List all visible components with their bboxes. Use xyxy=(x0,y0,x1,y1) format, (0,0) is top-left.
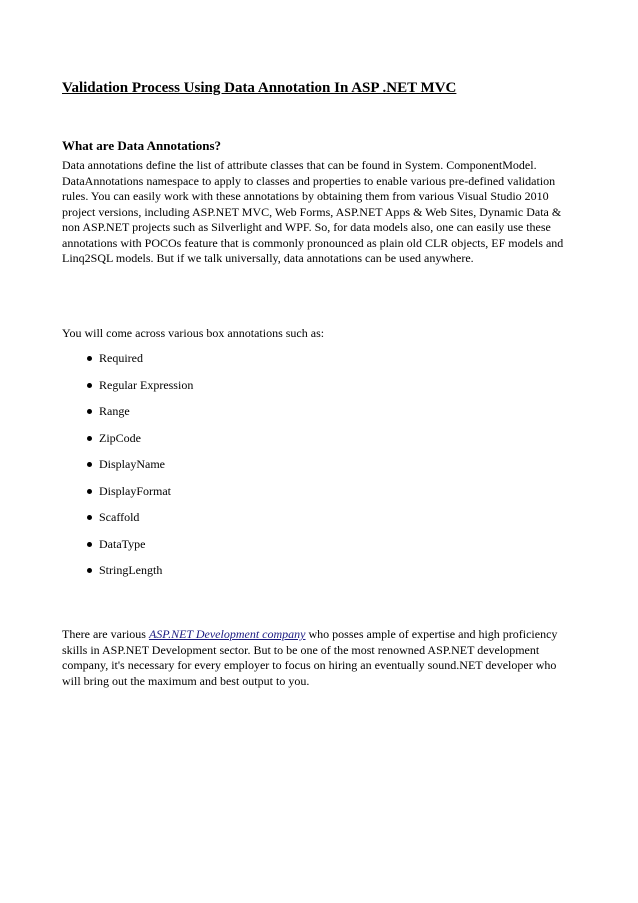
bullet-icon xyxy=(87,568,92,573)
list-item-label: Regular Expression xyxy=(99,377,194,392)
section-heading: What are Data Annotations? xyxy=(62,138,222,153)
list-item-label: StringLength xyxy=(99,563,163,577)
bullet-icon xyxy=(87,356,92,361)
list-item xyxy=(62,562,193,589)
development-company-link[interactable]: ASP.NET Development company xyxy=(148,627,306,641)
list-item-label: DisplayFormat xyxy=(99,483,171,498)
document-title: Validation Process Using Data Annotation In ASP .NET MVC xyxy=(62,80,457,96)
list-item xyxy=(62,350,193,377)
list-item xyxy=(62,483,193,510)
bullet-icon xyxy=(87,462,92,467)
closing-paragraph xyxy=(62,627,574,689)
bullet-icon xyxy=(87,383,92,388)
list-item-label: ZipCode xyxy=(99,430,141,445)
list-item-label: Scaffold xyxy=(99,510,140,524)
bullet-icon xyxy=(87,542,92,547)
bullet-icon xyxy=(87,489,92,494)
list-item xyxy=(62,536,193,563)
bullet-icon xyxy=(87,436,92,441)
list-item-label: DisplayName xyxy=(99,457,165,471)
list-item xyxy=(62,403,193,430)
list-intro: You will come across various box annotations such as: xyxy=(62,326,325,340)
intro-paragraph: Data annotations define the list of attribute classes that can be found in System. ComponentModel. DataAnnotations namespace to apply to classes and properties to enable various pre-defined validation rules. You can easily work with these annotations by obtaining them from various Visual Studio 2010 project versions, including ASP.NET MVC, Web Forms, ASP.NET Apps & Web Sites, Dynamic Data & non ASP.NET projects such as Silverlight and WPF. So, for data models also, one can easily use these annotations with POCOs feature that is commonly pronounced as plain old CLR objects, EF models and Linq2SQL models. But if we talk universally, data annotations can be used anywhere. xyxy=(62,158,564,265)
bullet-icon xyxy=(87,409,92,414)
list-item xyxy=(62,377,193,404)
list-item-label: Required xyxy=(99,351,143,365)
list-item xyxy=(62,456,193,483)
closing-text-start: There are various xyxy=(62,627,149,641)
list-item-label: DataType xyxy=(99,536,146,551)
closing-text-end: who posses ample of expertise and high proficiency skills in ASP.NET Development sector. But to be one of the most renowned ASP.NET development company, it's necessary for every employer to focus on hiring an eventually sound.NET developer who will bring out the maximum and best output to you. xyxy=(62,627,558,688)
bullet-icon xyxy=(87,515,92,520)
list-item xyxy=(62,430,193,457)
list-item-label: Range xyxy=(99,404,130,418)
annotation-list xyxy=(62,350,193,589)
list-item xyxy=(62,509,193,536)
